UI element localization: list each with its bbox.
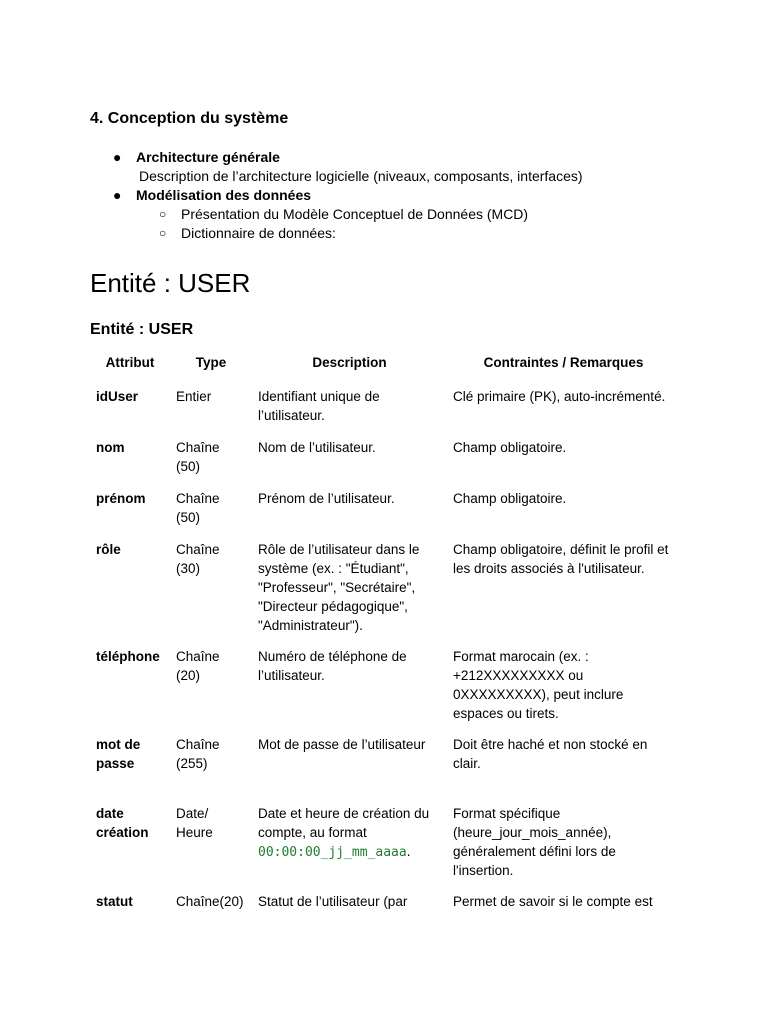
row-type: Chaîne (255) (176, 737, 220, 771)
row-description (252, 804, 447, 892)
table-row (90, 438, 680, 489)
row-description: Numéro de téléphone de l’utilisateur. (258, 649, 407, 683)
bullet-architecture (113, 148, 280, 166)
row-constraints: Format spécifique (heure_jour_mois_année), généralement défini lors de l'insertion. (453, 806, 616, 878)
table-row (90, 804, 680, 892)
row-attribute: téléphone (96, 649, 160, 664)
bullet-circle-icon: ○ (159, 207, 167, 221)
bullet-architecture-label: Architecture générale (136, 149, 280, 165)
row-type: Chaîne (50) (176, 491, 220, 525)
row-attribute: mot de passe (96, 737, 141, 771)
data-dictionary-table (90, 346, 680, 917)
row-constraints: Champ obligatoire. (453, 440, 567, 455)
header-description: Description (312, 355, 387, 370)
row-type: Chaîne (30) (176, 542, 220, 576)
table-header-row (90, 346, 680, 387)
row-type: Date/ Heure (176, 806, 213, 840)
row-constraints: Doit être haché et non stocké en clair. (453, 737, 648, 771)
row-constraints: Permet de savoir si le compte est (453, 894, 653, 909)
header-attribut: Attribut (105, 355, 155, 370)
row-attribute: nom (96, 440, 125, 455)
table-row (90, 387, 680, 438)
entity-big-title: Entité : USER (90, 268, 251, 298)
entity-sub-title: Entité : USER (90, 321, 194, 338)
bullet-modelisation (113, 186, 312, 204)
row-constraints: Format marocain (ex. : +212XXXXXXXXX ou 0XXXXXXXXX), peut inclure espaces ou tirets. (453, 649, 624, 721)
header-type: Type (195, 355, 227, 370)
row-type: Chaîne (50) (176, 440, 220, 474)
row-attribute: date création (96, 806, 149, 840)
row-type: Entier (176, 389, 212, 404)
row-description: Prénom de l’utilisateur. (258, 491, 395, 506)
section-title: 4. Conception du système (90, 110, 289, 127)
header-contraintes: Contraintes / Remarques (483, 355, 644, 370)
sub-bullet-mcd (159, 205, 529, 223)
bullet-architecture-description: Description de l’architecture logicielle (niveaux, composants, interfaces) (139, 168, 583, 184)
bullet-dot-icon: ● (113, 187, 122, 203)
row-description: Identifiant unique de l’utilisateur. (258, 389, 380, 423)
table-row (90, 735, 680, 804)
row-description: Mot de passe de l’utilisateur (258, 737, 426, 752)
row-type: Chaîne(20) (176, 894, 244, 909)
description-suffix: . (406, 844, 411, 859)
bullet-modelisation-label: Modélisation des données (136, 187, 312, 203)
row-attribute: prénom (96, 491, 146, 506)
row-attribute: rôle (96, 542, 121, 557)
bullet-circle-icon: ○ (159, 226, 167, 240)
row-description: Statut de l’utilisateur (par (258, 894, 408, 909)
row-attribute: idUser (96, 389, 139, 404)
table-row (90, 540, 680, 647)
row-constraints: Champ obligatoire, définit le profil et les droits associés à l'utilisateur. (453, 542, 669, 576)
description-text: Date et heure de création du compte, au format (258, 806, 430, 840)
date-format-code: 00:00:00_jj_mm_aaaa (258, 845, 407, 860)
row-description: Nom de l’utilisateur. (258, 440, 376, 455)
row-constraints: Champ obligatoire. (453, 491, 567, 506)
row-attribute: statut (96, 894, 133, 909)
row-type: Chaîne (20) (176, 649, 220, 683)
row-description: Rôle de l’utilisateur dans le système (ex. : "Étudiant", "Professeur", "Secrétaire", "Directeur pédagogique", "Administrateur"). (258, 542, 420, 633)
table-row (90, 892, 680, 917)
sub-bullet-mcd-label: Présentation du Modèle Conceptuel de Données (MCD) (181, 206, 529, 222)
sub-bullet-dictionnaire-label: Dictionnaire de données: (181, 225, 336, 241)
row-constraints: Clé primaire (PK), auto-incrémenté. (453, 389, 666, 404)
sub-bullet-dictionnaire (159, 224, 336, 242)
table-row (90, 647, 680, 735)
table-row (90, 489, 680, 540)
bullet-dot-icon: ● (113, 149, 122, 165)
